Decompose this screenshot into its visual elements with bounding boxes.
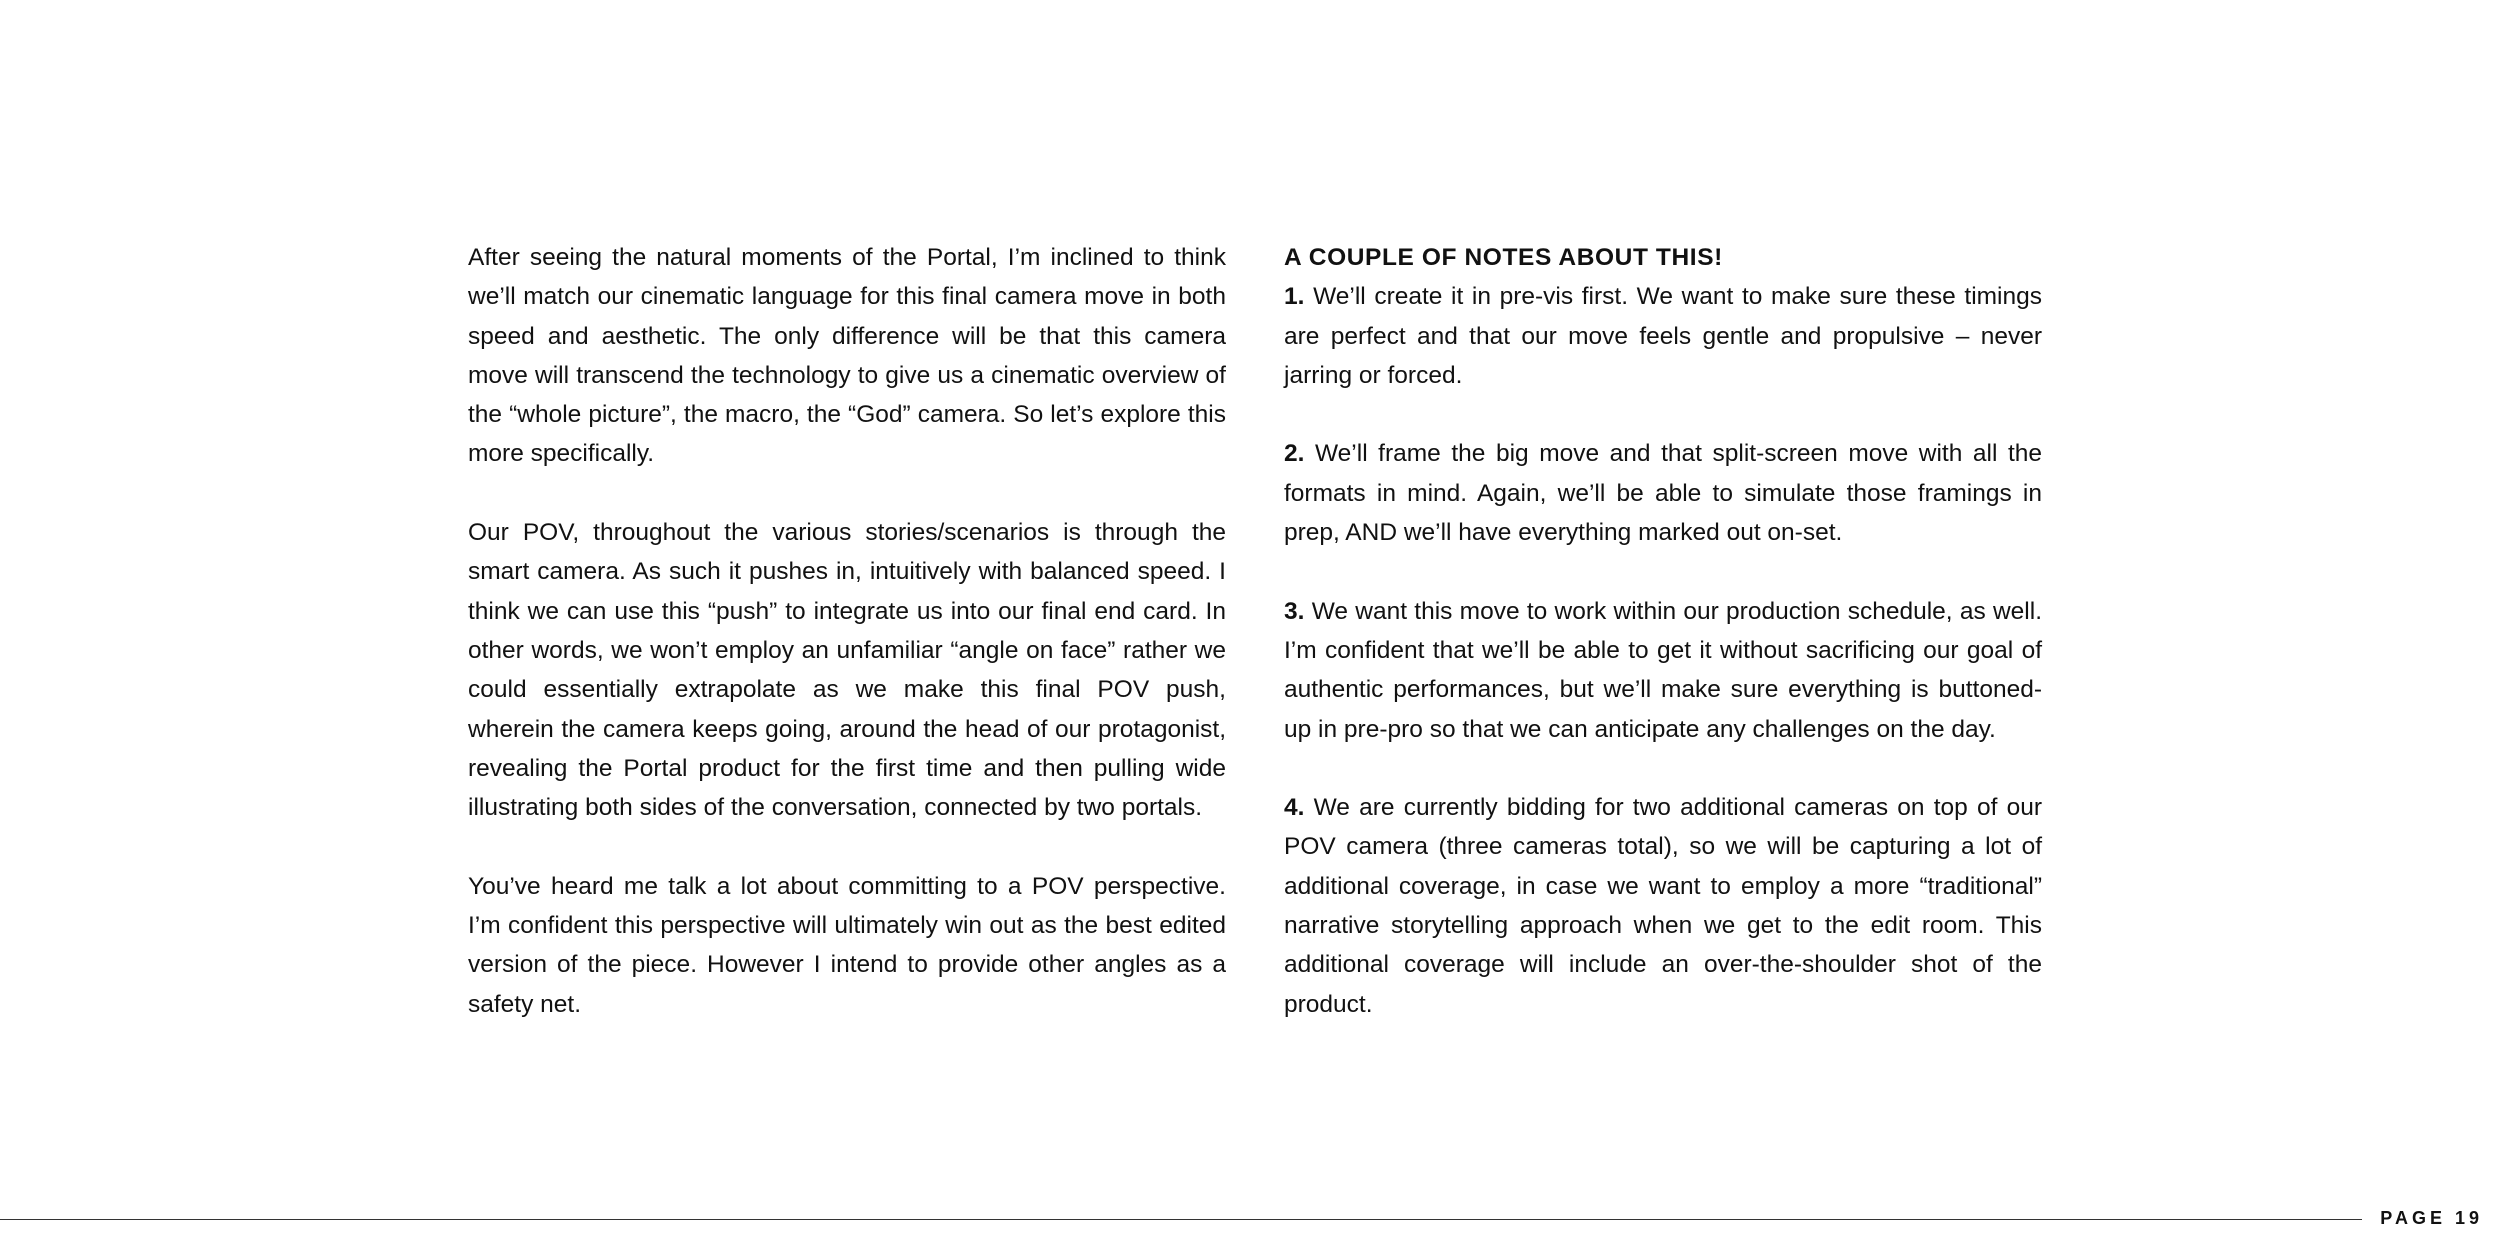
body-paragraph: Our POV, throughout the various stories/scenarios is through the smart camera. As such it pushes in, intuitively with balanced speed. I think we can use this “push” to integrate us into our final end card. In other words, we won’t employ an unfamiliar “angle on face” rather we could essentially extrapolate as we make this final POV push, wherein the camera keeps going, around the head of our protagonist, revealing the Portal product for the first time and then pulling wide illustrating both sides of the conversation, connected by two portals. (468, 519, 1226, 822)
note-item (1284, 277, 2042, 395)
note-text: We’ll create it in pre-vis first. We want to make sure these timings are perfect and that our move feels gentle and propulsive – never jarring or forced. (1284, 283, 2042, 389)
note-number: 2. (1284, 440, 1305, 468)
note-number: 1. (1284, 283, 1305, 311)
note-text: We want this move to work within our production schedule, as well. I’m confident that we’ll be able to get it without sacrificing our goal of authentic performances, but we’ll make sure everything is buttoned-up in pre-pro so that we can anticipate any challenges on the day. (1284, 597, 2043, 743)
note-text: We’ll frame the big move and that split-screen move with all the formats in mind. Again, we’ll be able to simulate those framings in prep, AND we’ll have everything marked out on-set. (1284, 440, 2043, 547)
page-number: PAGE 19 (2380, 1208, 2483, 1228)
right-column (1284, 238, 2042, 1024)
body-paragraph: You’ve heard me talk a lot about committing to a POV perspective. I’m confident this perspective will ultimately win out as the best edited version of the piece. However I intend to provide other angles as a safety net. (468, 872, 1226, 1018)
note-number: 3. (1284, 597, 1305, 625)
note-item (1284, 592, 2042, 749)
note-item (1284, 434, 2042, 552)
note-text: We are currently bidding for two additional cameras on top of our POV camera (three cameras total), so we will be capturing a lot of additional coverage, in case we want to employ a more “traditional” narrative storytelling approach when we get to the edit room. This additional coverage will include an over-the-shoulder shot of the product. (1284, 794, 2042, 1018)
left-column (468, 238, 1226, 1024)
note-item (1284, 788, 2042, 1024)
notes-heading: A COUPLE OF NOTES ABOUT THIS! (1284, 244, 1723, 271)
note-number: 4. (1284, 794, 1305, 822)
footer-divider (0, 1219, 2362, 1220)
body-paragraph: After seeing the natural moments of the Portal, I’m inclined to think we’ll match our cinematic language for this final camera move in both speed and aesthetic. The only difference will be that this camera move will transcend the technology to give us a cinematic overview of the “whole picture”, the macro, the “God” camera. So let’s explore this more specifically. (468, 244, 1226, 468)
